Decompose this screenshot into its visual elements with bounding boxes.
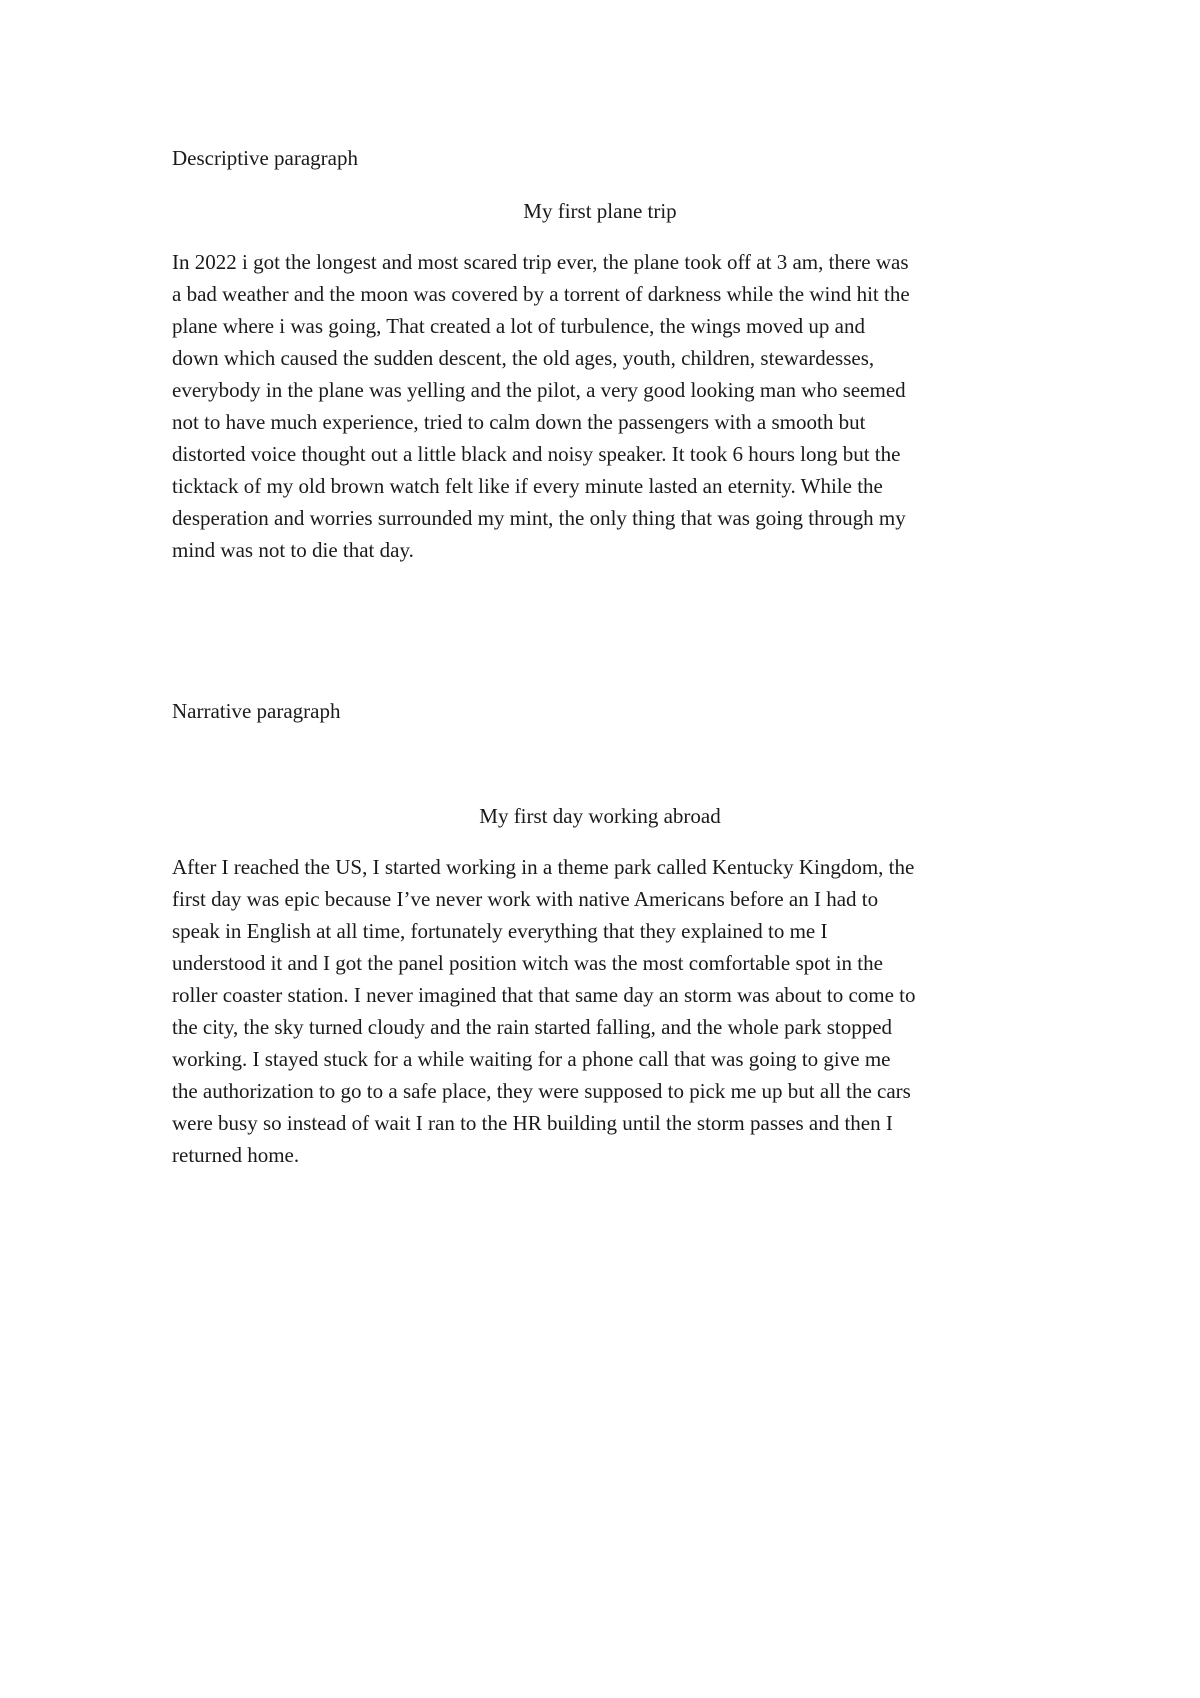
paragraph-line: were busy so instead of wait I ran to the HR building until the storm passes and then I xyxy=(172,1111,893,1135)
section-label-narrative: Narrative paragraph xyxy=(172,699,341,723)
paragraph-line: everybody in the plane was yelling and the pilot, a very good looking man who seemed xyxy=(172,378,906,402)
paragraph-line: mind was not to die that day. xyxy=(172,538,414,562)
paragraph-line: plane where i was going, That created a lot of turbulence, the wings moved up and xyxy=(172,314,865,338)
paragraph-line: working. I stayed stuck for a while waiting for a phone call that was going to give me xyxy=(172,1047,891,1071)
paragraph-line: down which caused the sudden descent, the old ages, youth, children, stewardesses, xyxy=(172,346,875,370)
paragraph-line: first day was epic because I’ve never work with native Americans before an I had to xyxy=(172,887,879,911)
paragraph-line: understood it and I got the panel position witch was the most comfortable spot in the xyxy=(172,951,883,975)
section-title-working-abroad: My first day working abroad xyxy=(479,804,721,828)
paragraph-line: the authorization to go to a safe place, they were supposed to pick me up but all the cars xyxy=(172,1079,911,1103)
section-label-descriptive: Descriptive paragraph xyxy=(172,146,358,170)
paragraph-line: ticktack of my old brown watch felt like if every minute lasted an eternity. While the xyxy=(172,474,883,498)
paragraph-line: desperation and worries surrounded my mint, the only thing that was going through my xyxy=(172,506,906,530)
paragraph-line: not to have much experience, tried to calm down the passengers with a smooth but xyxy=(172,410,866,434)
paragraph-line: After I reached the US, I started working in a theme park called Kentucky Kingdom, the xyxy=(172,855,915,879)
paragraph-line: speak in English at all time, fortunately everything that they explained to me I xyxy=(172,919,828,943)
paragraph-line: a bad weather and the moon was covered by a torrent of darkness while the wind hit the xyxy=(172,282,910,306)
narrative-paragraph xyxy=(172,851,1038,1171)
paragraph-line: distorted voice thought out a little black and noisy speaker. It took 6 hours long but the xyxy=(172,442,901,466)
paragraph-line: In 2022 i got the longest and most scared trip ever, the plane took off at 3 am, there was xyxy=(172,250,909,274)
descriptive-paragraph xyxy=(172,246,1038,566)
section-title-plane-trip: My first plane trip xyxy=(523,199,677,223)
paragraph-line: the city, the sky turned cloudy and the rain started falling, and the whole park stopped xyxy=(172,1015,893,1039)
paragraph-line: returned home. xyxy=(172,1143,300,1167)
paragraph-line: roller coaster station. I never imagined that that same day an storm was about to come to xyxy=(172,983,916,1007)
